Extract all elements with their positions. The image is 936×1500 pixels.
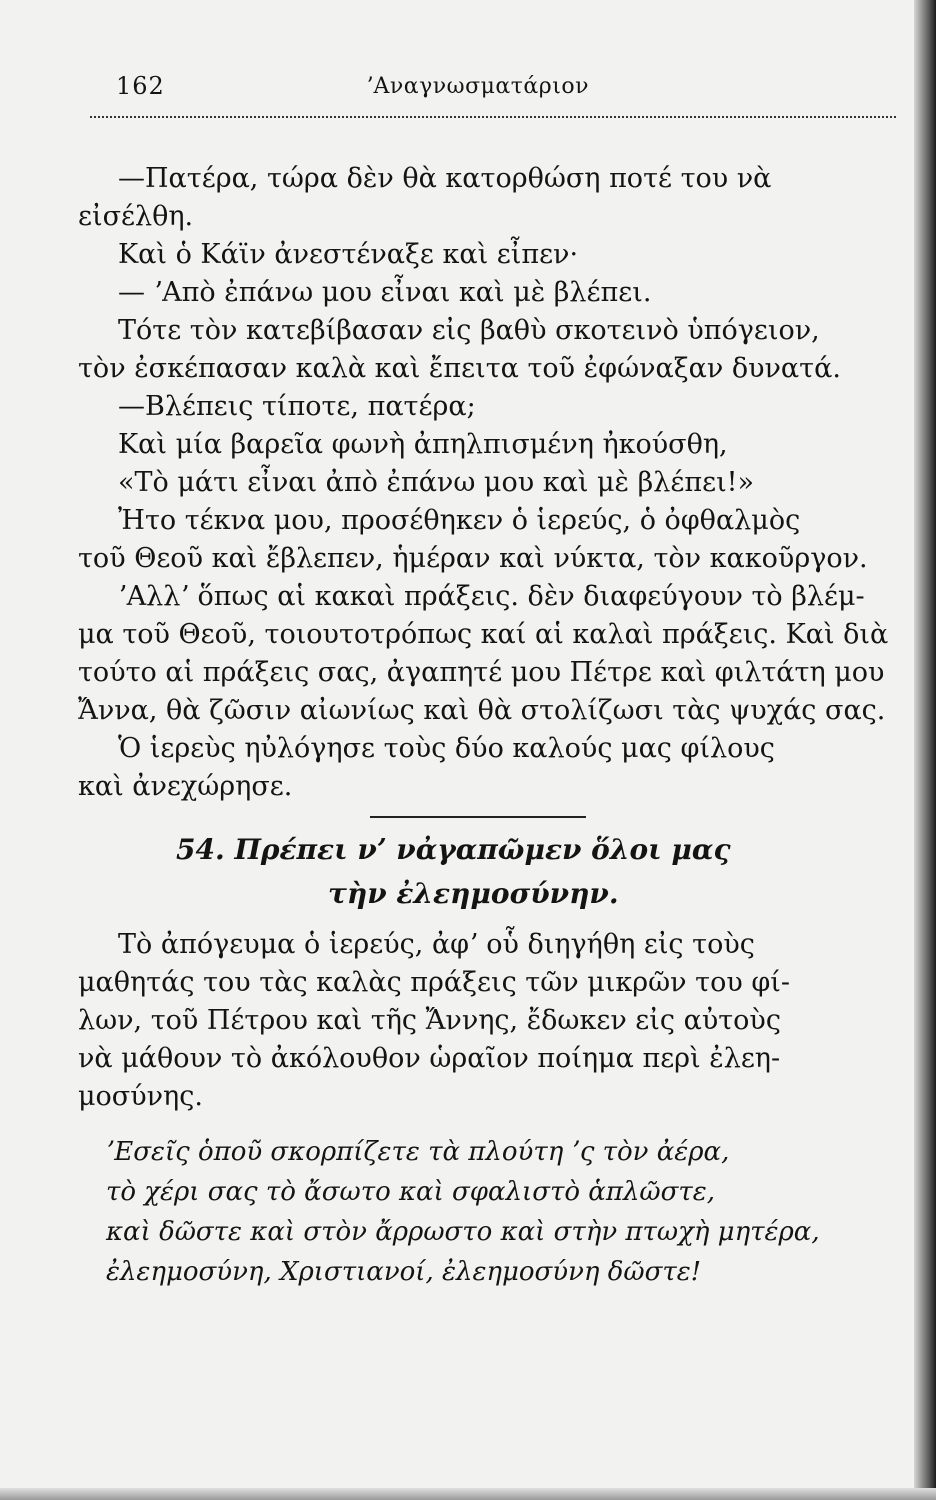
text-line: «Τὸ μάτι εἶναι ἀπὸ ἐπάνω μου καὶ μὲ βλέπει!» xyxy=(118,467,755,498)
text-line: — ʼΑπὸ ἐπάνω μου εἶναι καὶ μὲ βλέπει. xyxy=(118,277,652,308)
paragraph-line: μαθητάς του τὰς καλὰς πράξεις τῶν μικρῶν του φί- xyxy=(78,967,790,998)
poem xyxy=(78,1132,898,1292)
text-line: τὸν ἐσκέπασαν καλὰ καὶ ἔπειτα τοῦ ἐφώναξαν δυνατά. xyxy=(78,353,841,384)
text-line: τούτο αἱ πράξεις σας, ἀγαπητέ μου Πέτρε καὶ φιλτάτη μου xyxy=(78,657,885,688)
text-line: —Πατέρα, τώρα δὲν θὰ κατορθώση ποτέ του νὰ xyxy=(118,163,772,194)
poem-line: ἐλεημοσύνη, Χριστιανοί, ἐλεημοσύνη δῶστε! xyxy=(106,1257,702,1287)
poem-line: τὸ χέρι σας τὸ ἄσωτο καὶ σφαλιστὸ ἁπλῶστε, xyxy=(106,1177,715,1207)
paragraph-line: λων, τοῦ Πέτρου καὶ τῆς Ἄννης, ἔδωκεν εἰς αὐτοὺς xyxy=(78,1005,781,1036)
text-line: ʼΑλλʼ ὅπως αἱ κακαὶ πράξεις. δὲν διαφεύγουν τὸ βλέμ- xyxy=(118,581,865,612)
text-line: καὶ ἀνεχώρησε. xyxy=(78,771,293,802)
text-line: εἰσέλθη. xyxy=(78,201,194,232)
page-edge-shadow xyxy=(914,0,936,1500)
text-line: Καὶ ὁ Κάϊν ἀνεστέναξε καὶ εἶπεν· xyxy=(118,239,579,270)
page-header xyxy=(116,72,896,112)
text-line: τοῦ Θεοῦ καὶ ἔβλεπεν, ἡμέραν καὶ νύκτα, τὸν κακοῦργον. xyxy=(78,543,868,574)
text-line: μα τοῦ Θεοῦ, τοιουτοτρόπως καί αἱ καλαὶ πράξεις. Καὶ διὰ xyxy=(78,619,889,650)
poem-line: ʼΕσεῖς ὁποῦ σκορπίζετε τὰ πλούτη ʼς τὸν ἀέρα, xyxy=(106,1137,730,1167)
paragraph-line: Τὸ ἀπόγευμα ὁ ἱερεύς, ἀφʼ οὗ διηγήθη εἰς τοὺς xyxy=(118,929,755,960)
page-number: 162 xyxy=(116,72,165,100)
section-title: 54. Πρέπει νʼ νἀγαπῶμεν ὅλοι μας xyxy=(176,833,731,866)
page-bottom-edge xyxy=(0,1488,936,1500)
text-line: Ἄννα, θὰ ζῶσιν αἰωνίως καὶ θὰ στολίζωσι τὰς ψυχάς σας. xyxy=(78,695,886,726)
text-line: Ἠτο τέκνα μου, προσέθηκεν ὁ ἱερεύς, ὁ ὀφθαλμὸς xyxy=(118,505,801,536)
text-line: Ὁ ἱερεὺς ηὐλόγησε τοὺς δύο καλούς μας φίλους xyxy=(118,733,775,764)
page-text xyxy=(78,160,898,1292)
text-line: —Βλέπεις τίποτε, πατέρα; xyxy=(118,391,476,422)
running-title: ʼΑναγνωσματάριον xyxy=(366,74,589,99)
text-line: Καὶ μία βαρεῖα φωνὴ ἀπηλπισμένη ἠκούσθη, xyxy=(118,429,728,460)
paragraph-line: μοσύνης. xyxy=(78,1081,203,1112)
poem-line: καὶ δῶστε καὶ στὸν ἄρρωστο καὶ στὴν πτωχὴ μητέρα, xyxy=(106,1217,820,1247)
header-rule xyxy=(90,116,896,118)
paragraph-line: νὰ μάθουν τὸ ἀκόλουθον ὡραῖον ποίημα περὶ ἐλεη- xyxy=(78,1043,781,1074)
text-line: Τότε τὸν κατεβίβασαν εἰς βαθὺ σκοτεινὸ ὑπόγειον, xyxy=(118,315,820,346)
section-separator xyxy=(370,816,586,818)
section-title-continued: τὴν ἐλεημοσύνην. xyxy=(328,877,619,910)
